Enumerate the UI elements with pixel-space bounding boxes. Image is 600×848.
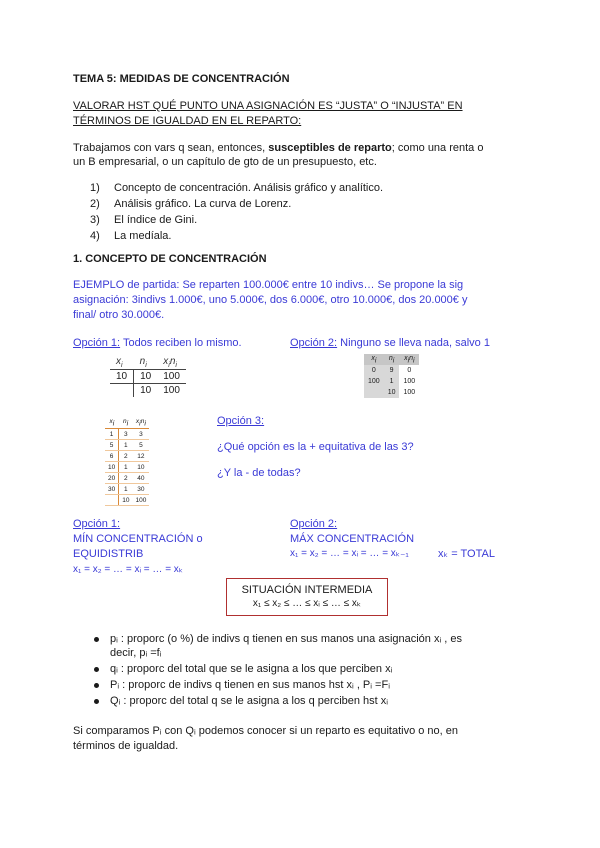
list-item: Qᵢ : proporc del total q se le asigna a los q perciben hst xᵢ: [92, 694, 532, 708]
list-item: qᵢ : proporc del total que se le asigna a los que perciben xᵢ: [92, 662, 532, 676]
subtitle-line-2: TÉRMINOS DE IGUALDAD EN EL REPARTO:: [73, 115, 302, 127]
intro-bold: susceptibles de reparto: [268, 142, 392, 154]
table-header: $n_i$: [119, 418, 133, 429]
option-3-question-1: ¿Qué opción es la + equitativa de las 3?: [217, 441, 414, 453]
table-row: 6 2 12: [105, 451, 149, 462]
page-title: TEMA 5: MEDIDAS DE CONCENTRACIÓN: [73, 73, 290, 85]
table-header: $n_i$: [134, 356, 158, 370]
option-3-question-2: ¿Y la - de todas?: [217, 467, 301, 479]
table-option-3: [105, 418, 149, 506]
bullet-icon: [94, 683, 99, 688]
intro-line-2: un B empresarial, o un capítulo de gto de un presupuesto, etc.: [73, 156, 377, 168]
example-line-3: final/ otro 30.000€.: [73, 309, 165, 321]
option-2-summary-label: Opción 2:: [290, 518, 338, 530]
table-header: $x_i$: [110, 356, 134, 370]
option-2-summary-line-1: MÁX CONCENTRACIÓN: [290, 533, 415, 545]
conclusion-line-1: Si comparamos Pᵢ con Qᵢ podemos conocer si un reparto es equitativo o no, en: [73, 725, 458, 737]
option-3-label: Opción 3:: [217, 415, 265, 427]
option-2-heading: [290, 336, 490, 350]
table-row: 10 100: [364, 387, 419, 398]
option-1-summary-line-2: EQUIDISTRIB: [73, 548, 144, 560]
definitions-list: [92, 632, 532, 708]
table-row: 10 100: [105, 495, 149, 506]
table-header: $x_in_i$: [132, 418, 149, 429]
table-option-1: [110, 356, 186, 397]
option-1-text: Todos reciben lo mismo.: [120, 337, 242, 349]
table-row: 10 10 100: [110, 370, 186, 384]
table-row: 30 1 30: [105, 484, 149, 495]
list-item: pᵢ : proporc (o %) de indivs q tienen en sus manos una asignación xᵢ , es decir, pᵢ =fᵢ: [92, 632, 532, 660]
list-item: 4) La medíala.: [90, 230, 172, 242]
table-row: 0 9 0: [364, 365, 419, 376]
option-1-heading: [73, 336, 242, 350]
table-row: 5 1 5: [105, 440, 149, 451]
option-2-text: Ninguno se lleva nada, salvo 1: [337, 337, 490, 349]
option-2-total: xₖ = TOTAL: [438, 548, 495, 560]
example-line-1: EJEMPLO de partida: Se reparten 100.000€ entre 10 indivs… Se propone la sig: [73, 279, 464, 291]
option-1-label: Opción 1:: [73, 337, 121, 349]
table-row: 10 1 10: [105, 462, 149, 473]
bullet-icon: [94, 667, 99, 672]
conclusion-line-2: términos de igualdad.: [73, 740, 179, 752]
box-title: SITUACIÓN INTERMEDIA: [241, 584, 373, 596]
option-2-label: Opción 2:: [290, 337, 338, 349]
section-heading: 1. CONCEPTO DE CONCENTRACIÓN: [73, 253, 267, 265]
box-formula: x₁ ≤ x₂ ≤ … ≤ xᵢ ≤ … ≤ xₖ: [252, 598, 362, 609]
option-1-summary-line-1: MÍN CONCENTRACIÓN o: [73, 533, 203, 545]
table-header: $x_i$: [364, 354, 384, 365]
list-item: 1) Concepto de concentración. Análisis gráfico y analítico.: [90, 182, 384, 194]
intro-pre: Trabajamos con vars q sean, entonces,: [73, 142, 269, 154]
list-item: 3) El índice de Gini.: [90, 214, 198, 226]
bullet-icon: [94, 699, 99, 704]
table-header: $x_in_i$: [157, 356, 186, 370]
table-header: $n_i$: [384, 354, 400, 365]
example-line-2: asignación: 3indivs 1.000€, uno 5.000€, dos 6.000€, otro 10.000€, dos 20.000€ y: [73, 294, 468, 306]
table-row: 1 3 3: [105, 429, 149, 440]
option-1-summary-label: Opción 1:: [73, 518, 121, 530]
table-row: 10 100: [110, 384, 186, 398]
intermediate-situation-box: [226, 578, 388, 616]
list-item: Pᵢ : proporc de indivs q tienen en sus manos hst xᵢ , Pᵢ =Fᵢ: [92, 678, 532, 692]
table-option-2: [364, 354, 419, 398]
option-1-formula: x₁ = x₂ = … = xᵢ = … = xₖ: [73, 564, 184, 575]
intro-line-1: [73, 141, 483, 155]
table-row: 20 2 40: [105, 473, 149, 484]
bullet-icon: [94, 637, 99, 642]
subtitle-line-1: VALORAR HST QUÉ PUNTO UNA ASIGNACIÓN ES “JUSTA” O “INJUSTA” EN: [73, 100, 463, 112]
list-item: 2) Análisis gráfico. La curva de Lorenz.: [90, 198, 292, 210]
table-header: $x_i$: [105, 418, 119, 429]
intro-post: ; como una renta o: [391, 142, 484, 154]
numbered-list: [90, 181, 383, 245]
table-header: $x_in_i$: [399, 354, 419, 365]
option-2-formula: x₁ = x₂ = … = xᵢ = … = xₖ₋₁: [290, 548, 409, 559]
table-row: 100 1 100: [364, 376, 419, 387]
